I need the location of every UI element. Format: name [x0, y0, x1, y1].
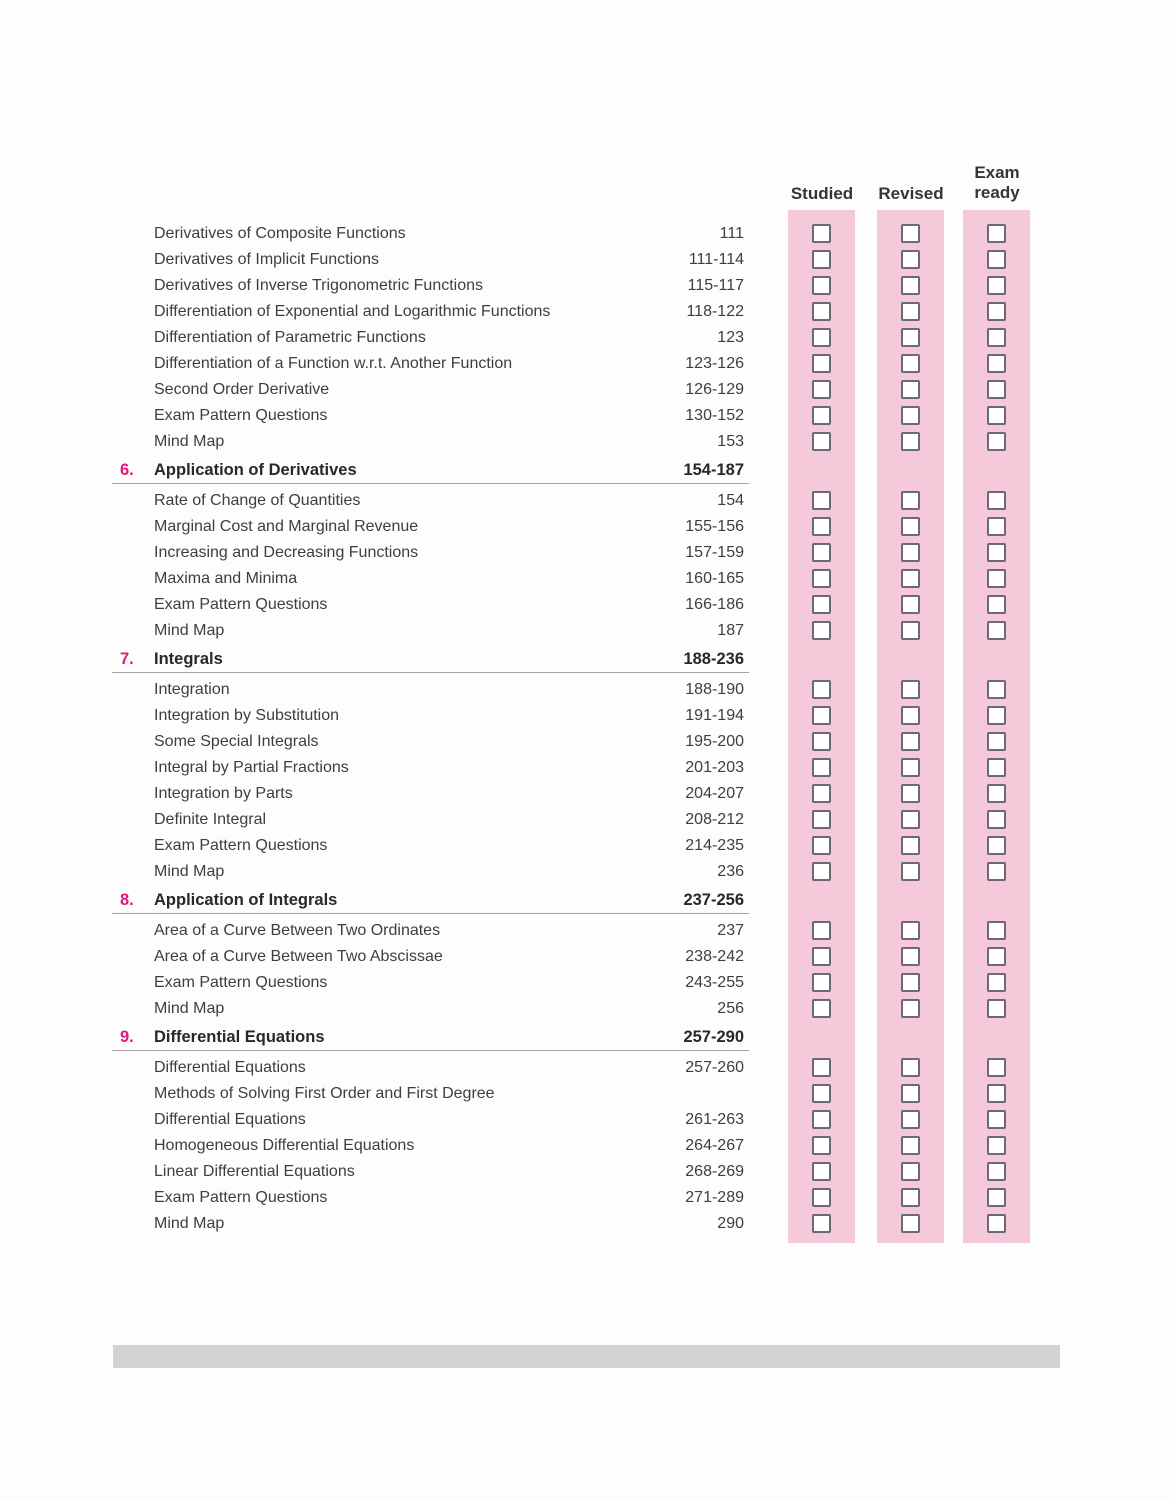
exam-ready-checkbox[interactable]	[987, 1214, 1006, 1233]
chapter-pages: 188-236	[683, 649, 744, 668]
exam-ready-checkbox[interactable]	[987, 999, 1006, 1018]
exam-ready-checkbox[interactable]	[987, 1188, 1006, 1207]
toc-item-pages: 236	[717, 863, 744, 880]
toc-item-row	[154, 514, 744, 540]
exam-ready-checkbox[interactable]	[987, 432, 1006, 451]
exam-ready-checkbox[interactable]	[987, 836, 1006, 855]
revised-checkbox[interactable]	[901, 810, 920, 829]
exam-ready-checkbox[interactable]	[987, 302, 1006, 321]
chapter-underline	[112, 672, 749, 673]
toc-item-row	[154, 618, 744, 644]
studied-checkbox[interactable]	[812, 1162, 831, 1181]
studied-checkbox[interactable]	[812, 328, 831, 347]
studied-checkbox[interactable]	[812, 621, 831, 640]
studied-checkbox[interactable]	[812, 1058, 831, 1077]
exam-ready-checkbox[interactable]	[987, 621, 1006, 640]
toc-item-row	[154, 1133, 744, 1159]
studied-checkbox[interactable]	[812, 810, 831, 829]
exam-ready-column-header: Exam ready	[974, 163, 1020, 202]
toc-item-label: Definite Integral	[154, 811, 267, 828]
toc-item-label: Rate of Change of Quantities	[154, 492, 361, 509]
toc-item-label: Exam Pattern Questions	[154, 974, 328, 991]
revised-checkbox[interactable]	[901, 569, 920, 588]
toc-item-pages: 123	[717, 329, 744, 346]
studied-checkbox[interactable]	[812, 517, 831, 536]
revised-checkbox[interactable]	[901, 517, 920, 536]
toc-item-row	[154, 377, 744, 403]
toc-item-pages: 238-242	[685, 948, 744, 965]
studied-checkbox[interactable]	[812, 1136, 831, 1155]
exam-ready-checkbox[interactable]	[987, 250, 1006, 269]
toc-item-row	[154, 325, 744, 351]
exam-ready-checkbox[interactable]	[987, 354, 1006, 373]
toc-item-row	[154, 833, 744, 859]
studied-checkbox[interactable]	[812, 1188, 831, 1207]
toc-item-row	[154, 273, 744, 299]
exam-ready-checkbox[interactable]	[987, 784, 1006, 803]
toc-item-row	[154, 429, 744, 455]
revised-checkbox[interactable]	[901, 432, 920, 451]
toc-item-pages: 118-122	[686, 303, 744, 320]
revised-checkbox[interactable]	[901, 595, 920, 614]
toc-item-row	[154, 566, 744, 592]
toc-item-label: Mind Map	[154, 622, 225, 639]
studied-checkbox[interactable]	[812, 380, 831, 399]
exam-ready-checkbox[interactable]	[987, 543, 1006, 562]
toc-item-pages: 111	[719, 225, 744, 242]
studied-checkbox[interactable]	[812, 1214, 831, 1233]
toc-item-pages: 256	[717, 1000, 744, 1017]
chapter-heading	[120, 646, 744, 672]
toc-item-row	[154, 299, 744, 325]
chapter-title: Application of Integrals	[154, 890, 338, 909]
exam-ready-checkbox[interactable]	[987, 1162, 1006, 1181]
chapter-underline	[112, 483, 749, 484]
toc-item-label: Area of a Curve Between Two Ordinates	[154, 922, 441, 939]
toc-item-pages: 155-156	[685, 518, 744, 535]
toc-item-pages: 290	[717, 1215, 744, 1232]
toc-item-row	[154, 970, 744, 996]
revised-checkbox[interactable]	[901, 1162, 920, 1181]
chapter-pages: 154-187	[683, 460, 744, 479]
exam-ready-checkbox[interactable]	[987, 517, 1006, 536]
chapter-title: Application of Derivatives	[154, 460, 357, 479]
toc-item-pages: 268-269	[685, 1163, 744, 1180]
toc-item-label: Differential Equations	[154, 1111, 306, 1128]
studied-checkbox[interactable]	[812, 302, 831, 321]
toc-item-row	[154, 755, 744, 781]
toc-item-pages: 261-263	[685, 1111, 744, 1128]
studied-checkbox[interactable]	[812, 758, 831, 777]
revised-checkbox[interactable]	[901, 491, 920, 510]
revised-checkbox[interactable]	[901, 406, 920, 425]
toc-item-pages: 130-152	[685, 407, 744, 424]
toc-item-label: Linear Differential Equations	[154, 1163, 355, 1180]
exam-ready-checkbox[interactable]	[987, 380, 1006, 399]
revised-checkbox[interactable]	[901, 328, 920, 347]
chapter-heading	[120, 457, 744, 483]
toc-item-label: Differentiation of a Function w.r.t. Another Function	[154, 355, 513, 372]
chapter-underline	[112, 1050, 749, 1051]
studied-checkbox[interactable]	[812, 732, 831, 751]
revised-checkbox[interactable]	[901, 621, 920, 640]
toc-item-row	[154, 592, 744, 618]
chapter-number: 7.	[120, 649, 134, 668]
revised-checkbox[interactable]	[901, 276, 920, 295]
toc-item-row	[154, 781, 744, 807]
toc-item-pages: 115-117	[687, 277, 744, 294]
toc-item-row	[154, 403, 744, 429]
chapter-pages: 257-290	[683, 1027, 744, 1046]
revised-checkbox[interactable]	[901, 302, 920, 321]
revised-checkbox[interactable]	[901, 1136, 920, 1155]
toc-item-pages: 154	[717, 492, 744, 509]
revised-checkbox[interactable]	[901, 732, 920, 751]
exam-ready-checkbox[interactable]	[987, 406, 1006, 425]
toc-item-row	[154, 1107, 744, 1133]
revised-checkbox[interactable]	[901, 1084, 920, 1103]
toc-item-pages: 111-114	[688, 251, 744, 268]
studied-checkbox[interactable]	[812, 569, 831, 588]
toc-item-pages: 271-289	[685, 1189, 744, 1206]
toc-item-row	[154, 540, 744, 566]
toc-item-label: Area of a Curve Between Two Abscissae	[154, 948, 443, 965]
studied-checkbox[interactable]	[812, 432, 831, 451]
revised-checkbox[interactable]	[901, 380, 920, 399]
toc-item-label: Homogeneous Differential Equations	[154, 1137, 415, 1154]
exam-ready-checkbox[interactable]	[987, 1110, 1006, 1129]
toc-item-label: Exam Pattern Questions	[154, 1189, 328, 1206]
toc-item-label: Methods of Solving First Order and First Degree	[154, 1085, 495, 1102]
exam-ready-checkbox[interactable]	[987, 328, 1006, 347]
toc-item-label: Increasing and Decreasing Functions	[154, 544, 419, 561]
studied-checkbox[interactable]	[812, 1084, 831, 1103]
toc-item-row	[154, 1159, 744, 1185]
toc-item-row	[154, 996, 744, 1022]
exam-ready-checkbox[interactable]	[987, 224, 1006, 243]
toc-item-label: Integration by Parts	[154, 785, 293, 802]
exam-ready-checkbox[interactable]	[987, 1058, 1006, 1077]
toc-item-pages: 237	[717, 922, 744, 939]
toc-item-label: Integration	[154, 681, 230, 698]
toc-item-row	[154, 807, 744, 833]
toc-item-label: Exam Pattern Questions	[154, 407, 328, 424]
toc-item-row	[154, 729, 744, 755]
toc-item-row	[154, 1055, 744, 1081]
toc-item-label: Integral by Partial Fractions	[154, 759, 349, 776]
toc-item-label: Marginal Cost and Marginal Revenue	[154, 518, 419, 535]
toc-item-row	[154, 677, 744, 703]
toc-item-row	[154, 944, 744, 970]
toc-item-row	[154, 351, 744, 377]
exam-ready-checkbox[interactable]	[987, 706, 1006, 725]
toc-item-label: Derivatives of Implicit Functions	[154, 251, 379, 268]
revised-checkbox[interactable]	[901, 862, 920, 881]
revised-checkbox[interactable]	[901, 680, 920, 699]
studied-column-header: Studied	[790, 184, 854, 203]
toc-item-row	[154, 918, 744, 944]
toc-item-pages: 195-200	[685, 733, 744, 750]
revised-checkbox[interactable]	[901, 1058, 920, 1077]
exam-ready-checkbox[interactable]	[987, 569, 1006, 588]
toc-item-label: Derivatives of Composite Functions	[154, 225, 406, 242]
chapter-number: 9.	[120, 1027, 134, 1046]
toc-item-pages: 187	[717, 622, 744, 639]
revised-column-header: Revised	[878, 184, 944, 203]
revised-checkbox[interactable]	[901, 921, 920, 940]
exam-ready-checkbox[interactable]	[987, 1084, 1006, 1103]
chapter-pages: 237-256	[683, 890, 744, 909]
studied-checkbox[interactable]	[812, 706, 831, 725]
revised-checkbox[interactable]	[901, 836, 920, 855]
toc-item-label: Derivatives of Inverse Trigonometric Functions	[154, 277, 484, 294]
footer-bar	[113, 1345, 1060, 1368]
exam-ready-checkbox[interactable]	[987, 491, 1006, 510]
chapter-heading	[120, 1024, 744, 1050]
toc-item-label: Exam Pattern Questions	[154, 837, 328, 854]
toc-item-label: Differentiation of Parametric Functions	[154, 329, 426, 346]
toc-item-row	[154, 1081, 744, 1107]
studied-checkbox[interactable]	[812, 680, 831, 699]
exam-ready-checkbox[interactable]	[987, 680, 1006, 699]
toc-item-pages: 160-165	[685, 570, 744, 587]
studied-checkbox[interactable]	[812, 921, 831, 940]
studied-checkbox[interactable]	[812, 1110, 831, 1129]
toc-item-row	[154, 1211, 744, 1237]
exam-ready-checkbox[interactable]	[987, 973, 1006, 992]
toc-item-label: Differential Equations	[154, 1059, 306, 1076]
exam-ready-checkbox[interactable]	[987, 276, 1006, 295]
exam-ready-checkbox[interactable]	[987, 810, 1006, 829]
toc-item-label: Second Order Derivative	[154, 381, 330, 398]
chapter-number: 6.	[120, 460, 134, 479]
chapter-number: 8.	[120, 890, 134, 909]
revised-checkbox[interactable]	[901, 250, 920, 269]
exam-ready-checkbox[interactable]	[987, 1136, 1006, 1155]
revised-checkbox[interactable]	[901, 224, 920, 243]
toc-item-pages: 188-190	[685, 681, 744, 698]
revised-checkbox[interactable]	[901, 758, 920, 777]
revised-checkbox[interactable]	[901, 1188, 920, 1207]
revised-checkbox[interactable]	[901, 354, 920, 373]
revised-checkbox[interactable]	[901, 543, 920, 562]
studied-checkbox[interactable]	[812, 406, 831, 425]
studied-checkbox[interactable]	[812, 491, 831, 510]
chapter-title: Integrals	[154, 649, 223, 668]
studied-checkbox[interactable]	[812, 276, 831, 295]
toc-item-pages: 191-194	[685, 707, 744, 724]
toc-item-row	[154, 247, 744, 273]
toc-item-pages: 208-212	[685, 811, 744, 828]
chapter-heading	[120, 887, 744, 913]
exam-ready-checkbox[interactable]	[987, 862, 1006, 881]
studied-checkbox[interactable]	[812, 250, 831, 269]
studied-checkbox[interactable]	[812, 947, 831, 966]
exam-ready-checkbox[interactable]	[987, 595, 1006, 614]
toc-item-pages: 166-186	[685, 596, 744, 613]
toc-item-pages: 257-260	[685, 1059, 744, 1076]
revised-checkbox[interactable]	[901, 1110, 920, 1129]
revised-checkbox[interactable]	[901, 947, 920, 966]
studied-checkbox[interactable]	[812, 224, 831, 243]
studied-checkbox[interactable]	[812, 999, 831, 1018]
toc-item-pages: 264-267	[685, 1137, 744, 1154]
toc-item-pages: 153	[717, 433, 744, 450]
toc-item-pages: 123-126	[685, 355, 744, 372]
chapter-title: Differential Equations	[154, 1027, 325, 1046]
toc-item-pages: 204-207	[685, 785, 744, 802]
revised-checkbox[interactable]	[901, 999, 920, 1018]
chapter-underline	[112, 913, 749, 914]
revised-checkbox[interactable]	[901, 973, 920, 992]
toc-item-pages: 243-255	[685, 974, 744, 991]
toc-item-row	[154, 1185, 744, 1211]
toc-item-label: Exam Pattern Questions	[154, 596, 328, 613]
toc-item-label: Some Special Integrals	[154, 733, 319, 750]
exam-ready-checkbox[interactable]	[987, 732, 1006, 751]
toc-item-pages: 201-203	[685, 759, 744, 776]
toc-item-pages: 126-129	[685, 381, 744, 398]
toc-item-label: Integration by Substitution	[154, 707, 340, 724]
studied-checkbox[interactable]	[812, 543, 831, 562]
toc-item-label: Differentiation of Exponential and Logarithmic Functions	[154, 303, 551, 320]
exam-ready-checkbox[interactable]	[987, 947, 1006, 966]
revised-checkbox[interactable]	[901, 784, 920, 803]
studied-checkbox[interactable]	[812, 973, 831, 992]
toc-item-label: Mind Map	[154, 1000, 225, 1017]
toc-item-pages: 214-235	[685, 837, 744, 854]
revised-checkbox[interactable]	[901, 706, 920, 725]
toc-item-label: Mind Map	[154, 1215, 225, 1232]
exam-ready-checkbox[interactable]	[987, 758, 1006, 777]
toc-item-row	[154, 859, 744, 885]
studied-checkbox[interactable]	[812, 836, 831, 855]
toc-item-row	[154, 221, 744, 247]
studied-checkbox[interactable]	[812, 862, 831, 881]
toc-item-label: Maxima and Minima	[154, 570, 298, 587]
studied-checkbox[interactable]	[812, 354, 831, 373]
studied-checkbox[interactable]	[812, 784, 831, 803]
revised-checkbox[interactable]	[901, 1214, 920, 1233]
exam-ready-checkbox[interactable]	[987, 921, 1006, 940]
toc-item-label: Mind Map	[154, 863, 225, 880]
toc-item-label: Mind Map	[154, 433, 225, 450]
studied-checkbox[interactable]	[812, 595, 831, 614]
toc-item-pages: 157-159	[685, 544, 744, 561]
toc-item-row	[154, 488, 744, 514]
toc-item-row	[154, 703, 744, 729]
